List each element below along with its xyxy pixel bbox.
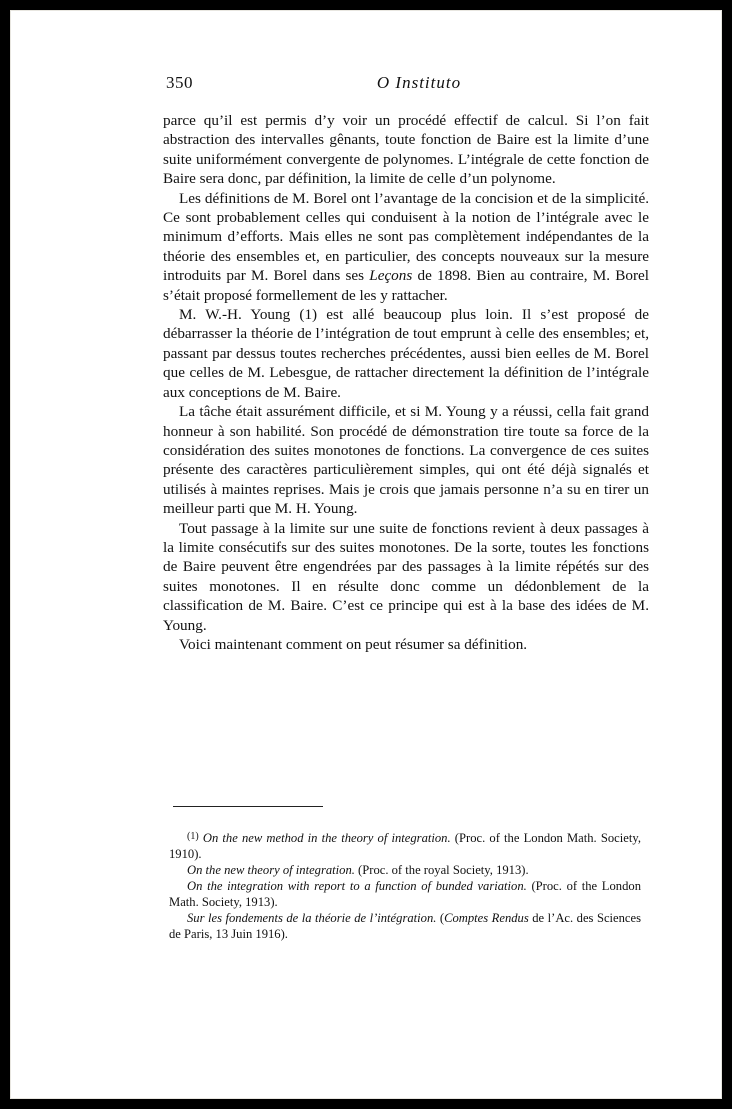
footnote-3-source: (Proc. of the London Math. Society, 1913). <box>169 879 641 909</box>
paragraph-1: parce qu’il est permis d’y voir un procédé effectif de calcul. Si l’on fait abstraction des intervalles gênants, toute fonction de Baire est la limite d’une suite uniformément convergente de polynomes. L’intégrale de cette fonction de Baire sera donc, par définition, la limite de celle d’un polynome. <box>163 112 649 188</box>
footnote-4 <box>169 910 641 942</box>
document-page <box>10 10 722 1099</box>
footnote-1-source: (Proc. of the London Math. Society, 1910). <box>169 831 641 861</box>
paragraph-2 <box>163 189 649 305</box>
page-number: 350 <box>166 73 193 92</box>
footnote-2-title: On the new theory of integration. <box>187 863 355 877</box>
page-header <box>166 73 652 97</box>
footnote-3 <box>169 878 641 910</box>
footnote-1 <box>169 829 641 862</box>
running-title: O Instituto <box>376 73 462 92</box>
footnote-1-title: On the new method in the theory of integration. <box>202 831 451 845</box>
paragraph-3 <box>163 305 649 402</box>
paragraph-3-text-b: est allé beaucoup plus loin. Il s’est proposé de débarrasser la théorie de l’intégration de tout emprunt à celle des ensembles; et, passant par dessus toutes recherches précédentes, aussi bien eelles de M. Borel que celles de M. Lebesgue, de rattacher directement la définition de l’intégrale aux conceptions de M. Baire. <box>163 306 649 401</box>
paragraph-2-text-a: Les définitions de M. Borel ont l’avantage de la concision et de la simplicité. Ce sont probablement celles qui conduisent à la notion de l’intégrale avec le minimum d’efforts. Mais elles ne sont pas complètement indépendantes de la théorie des ensembles et, en particulier, des concepts nouveaux sur la mesure introduits par M. Borel dans ses <box>163 189 649 285</box>
footnote-2 <box>169 862 641 878</box>
footnote-4-source-a: ( <box>436 911 445 925</box>
paragraph-3-text-a: M. W.-H. Young <box>179 306 300 324</box>
body-text <box>163 111 649 654</box>
footnote-reference: (1) <box>299 306 318 324</box>
paragraph-4: La tâche était assurément difficile, et si M. Young y a réussi, cella fait grand honneur à son habilité. Son procédé de démonstration tire toute sa force de la considération des suites monotones de fonctions. La convergence de ces suites présente des caractères particulièrement simples, qui ont été déjà signalés et utilisés à maintes reprises. Mais je crois que jamais personne n’a su en tirer un meilleur parti que M. H. Young. <box>163 403 649 518</box>
paragraph-6: Voici maintenant comment on peut résumer sa définition. <box>179 635 528 653</box>
footnote-4-source-b: de l’Ac. des Sciences de Paris, 13 Juin 1916). <box>169 911 642 941</box>
footnote-divider <box>173 806 323 807</box>
lecons-title: Leçons <box>369 267 413 285</box>
footnote-4-title: Sur les fondements de la théorie de l’intégration. <box>187 911 437 925</box>
footnote-2-source: (Proc. of the royal Society, 1913). <box>354 863 529 877</box>
footnote-1-mark: (1) <box>187 831 199 842</box>
paragraph-2-text-b: de 1898. Bien au contraire, M. Borel s’était proposé formellement de les y rattacher. <box>163 267 649 304</box>
paragraph-5: Tout passage à la limite sur une suite de fonctions revient à deux passages à la limite consécutifs sur des suites monotones. De la sorte, toutes les fonctions de Baire peuvent être engendrées par des passages à la limite répétés sur des suites monotones. Il en résulte donc comme un dédonblement de la classification de M. Baire. C’est ce principe qui est à la base des idées de M. Young. <box>163 519 649 634</box>
footnote-3-title: On the integration with report to a function of bunded variation. <box>187 879 527 893</box>
footnotes <box>169 829 641 942</box>
footnote-4-journal: Comptes Rendus <box>444 911 529 925</box>
